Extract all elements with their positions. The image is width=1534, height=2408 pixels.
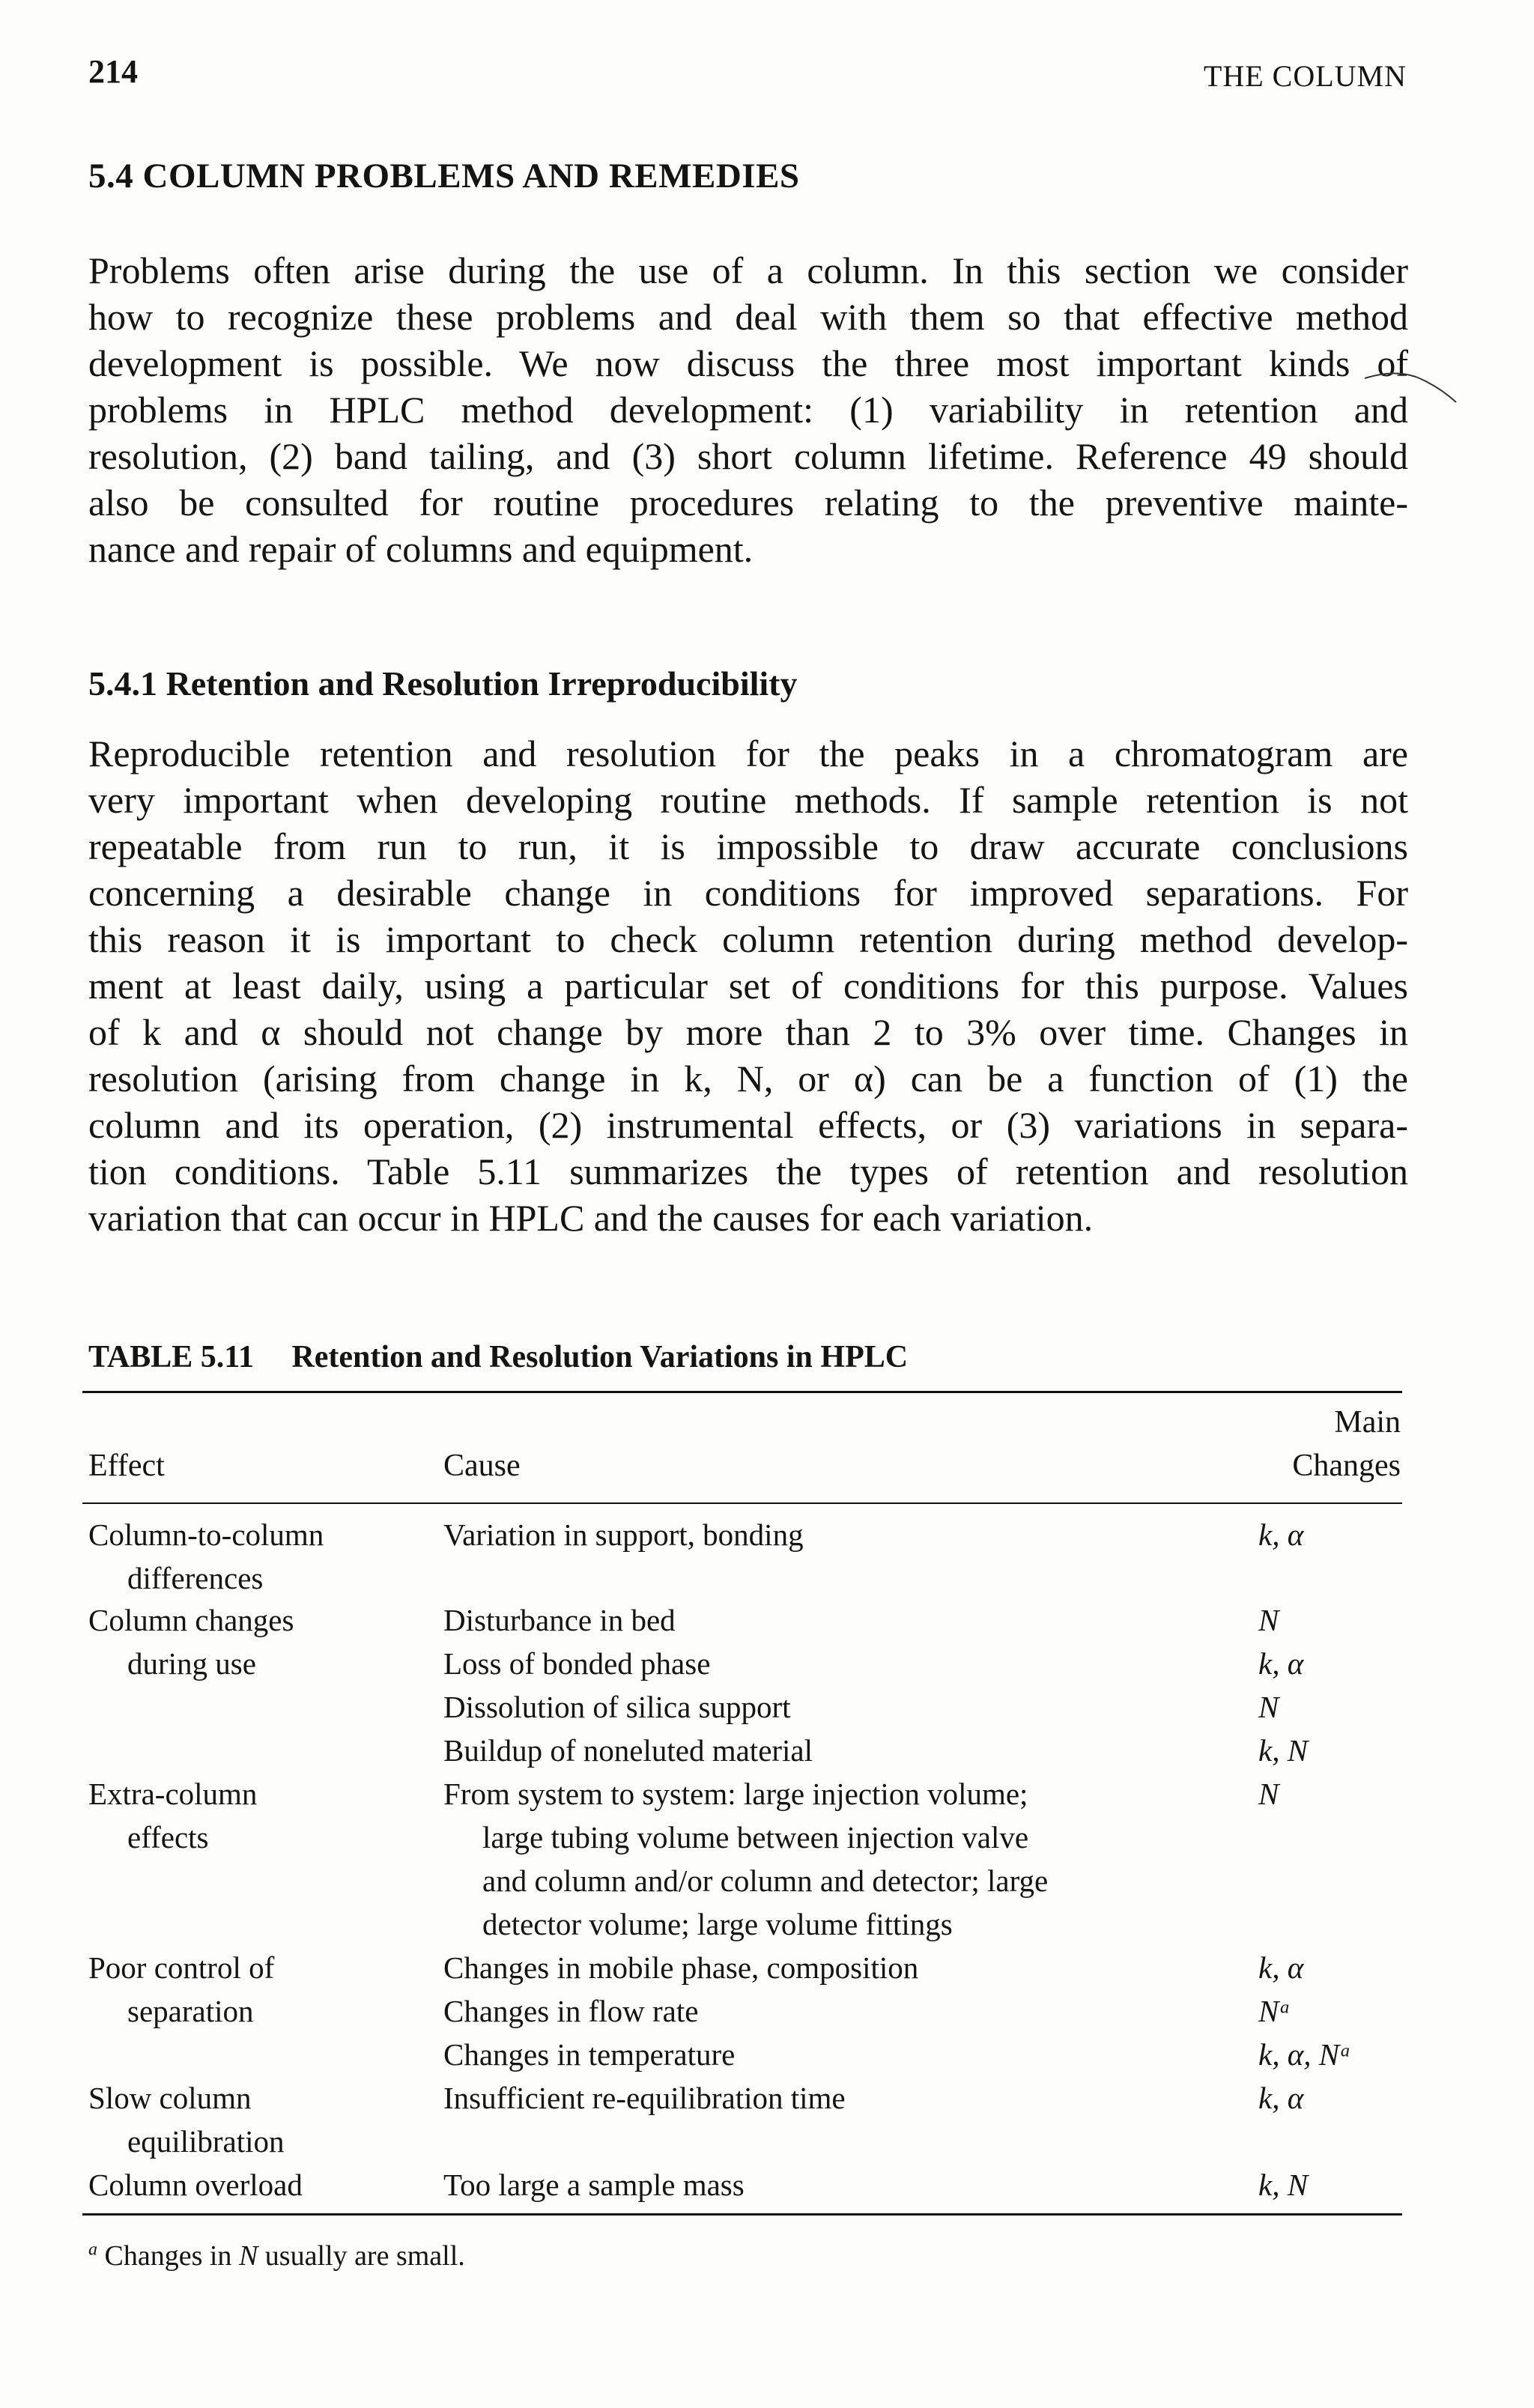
effect-text: Column-to-column bbox=[88, 1517, 324, 1552]
section-title: 5.4 COLUMN PROBLEMS AND REMEDIES bbox=[88, 157, 800, 195]
text-line: problems in HPLC method development: (1) variability in retention and bbox=[88, 389, 1408, 431]
table-footnote bbox=[88, 2239, 465, 2272]
footnote-text: Changes in bbox=[104, 2240, 239, 2272]
text-line: Reproducible retention and resolution for the peaks in a chromatogram are bbox=[88, 733, 1408, 774]
subsection-title: 5.4.1 Retention and Resolution Irreproducibility bbox=[88, 664, 798, 703]
text-line: column and its operation, (2) instrumental effects, or (3) variations in separa- bbox=[88, 1104, 1408, 1146]
effect-text: Poor control of bbox=[88, 1950, 275, 1985]
change-cell: k, α bbox=[1258, 1517, 1304, 1552]
text-line: how to recognize these problems and deal with them so that effective method bbox=[88, 296, 1408, 338]
effect-cell bbox=[88, 1598, 294, 1685]
text-line: of k and α should not change by more than 2 to 3% over time. Changes in bbox=[88, 1011, 1408, 1053]
change-cell: N bbox=[1258, 1603, 1279, 1637]
footnote-symbol: N bbox=[238, 2240, 258, 2272]
text-line: development is possible. We now discuss the three most important kinds of bbox=[88, 342, 1408, 384]
change-cell: k, N bbox=[1258, 2168, 1309, 2202]
cause-cell: Buildup of noneluted material bbox=[443, 1733, 813, 1768]
cause-cell: Changes in flow rate bbox=[443, 1994, 699, 2028]
text-line: variation that can occur in HPLC and the causes for each variation. bbox=[88, 1197, 1094, 1239]
cause-cell: Dissolution of silica support bbox=[443, 1690, 791, 1724]
text-line: very important when developing routine methods. If sample retention is not bbox=[88, 779, 1408, 821]
footnote-marker: a bbox=[88, 2239, 97, 2260]
effect-cell bbox=[88, 1513, 324, 1600]
change-cell: k, α bbox=[1258, 2081, 1304, 2115]
table-title: Retention and Resolution Variations in HPLC bbox=[291, 1340, 909, 1374]
change-cell: k, α bbox=[1258, 1646, 1304, 1681]
effect-text: effects bbox=[127, 1820, 209, 1854]
table-caption bbox=[88, 1339, 908, 1375]
change-cell: k, α, Nᵃ bbox=[1258, 2037, 1352, 2072]
header-changes-line: Changes bbox=[1292, 1449, 1401, 1483]
change-cell: N bbox=[1258, 1777, 1279, 1811]
body-paragraph bbox=[88, 730, 1408, 1241]
page-number: 214 bbox=[88, 53, 138, 90]
table-header-rule bbox=[82, 1502, 1402, 1504]
cause-cell: Loss of bonded phase bbox=[443, 1646, 711, 1681]
effect-cell bbox=[88, 1772, 257, 1859]
text-line: tion conditions. Table 5.11 summarizes the types of retention and resolution bbox=[88, 1150, 1408, 1192]
header-main-line: Main bbox=[1334, 1405, 1401, 1440]
effect-text: separation bbox=[127, 1994, 254, 2028]
change-cell: k, α bbox=[1258, 1950, 1304, 1985]
change-cell: k, N bbox=[1258, 1733, 1309, 1768]
effect-text: differences bbox=[127, 1561, 264, 1595]
text-line: repeatable from run to run, it is impossible to draw accurate conclusions bbox=[88, 825, 1408, 867]
header-cause: Cause bbox=[443, 1449, 521, 1483]
effect-text: Slow column bbox=[88, 2081, 252, 2115]
text-line: this reason it is important to check column retention during method develop- bbox=[88, 918, 1408, 960]
cause-cell: Insufficient re-equilibration time bbox=[443, 2081, 846, 2115]
effect-text: equilibration bbox=[127, 2124, 285, 2159]
cause-text: detector volume; large volume fittings bbox=[482, 1907, 953, 1941]
cause-cell: Disturbance in bed bbox=[443, 1603, 676, 1637]
effect-cell bbox=[88, 2076, 285, 2163]
text-line: nance and repair of columns and equipment. bbox=[88, 528, 754, 570]
cause-text: large tubing volume between injection valve bbox=[482, 1820, 1029, 1854]
pen-mark-icon bbox=[1363, 363, 1461, 408]
effect-cell: Column overload bbox=[88, 2168, 303, 2202]
effect-cell bbox=[88, 1946, 274, 2033]
cause-cell bbox=[443, 1772, 1048, 1946]
cause-cell: Changes in temperature bbox=[443, 2037, 736, 2072]
cause-cell: Variation in support, bonding bbox=[443, 1517, 804, 1552]
table-bottom-rule bbox=[82, 2213, 1402, 2216]
footnote-text: usually are small. bbox=[258, 2240, 465, 2272]
text-line: ment at least daily, using a particular set of conditions for this purpose. Values bbox=[88, 965, 1408, 1007]
table-top-rule bbox=[82, 1391, 1402, 1393]
header-main-changes bbox=[1251, 1401, 1401, 1487]
change-cell: Nᵃ bbox=[1258, 1994, 1291, 2028]
change-cell: N bbox=[1258, 1690, 1279, 1724]
table-number: TABLE 5.11 bbox=[88, 1340, 254, 1374]
effect-text: during use bbox=[127, 1646, 256, 1681]
intro-paragraph bbox=[88, 247, 1408, 572]
effect-text: Column changes bbox=[88, 1603, 294, 1637]
text-line: concerning a desirable change in conditions for improved separations. For bbox=[88, 872, 1408, 914]
text-line: Problems often arise during the use of a column. In this section we consider bbox=[88, 249, 1408, 291]
cause-text: From system to system: large injection volume; bbox=[443, 1777, 1028, 1811]
text-line: resolution (arising from change in k, N, or α) can be a function of (1) the bbox=[88, 1058, 1408, 1100]
effect-text: Extra-column bbox=[88, 1777, 258, 1811]
header-effect: Effect bbox=[88, 1449, 165, 1483]
text-line: also be consulted for routine procedures relating to the preventive mainte- bbox=[88, 482, 1408, 524]
cause-cell: Changes in mobile phase, composition bbox=[443, 1950, 919, 1985]
text-line: resolution, (2) band tailing, and (3) short column lifetime. Reference 49 should bbox=[88, 435, 1408, 477]
cause-cell: Too large a sample mass bbox=[443, 2168, 745, 2202]
running-head: THE COLUMN bbox=[1203, 59, 1407, 93]
cause-text: and column and/or column and detector; large bbox=[482, 1863, 1049, 1898]
